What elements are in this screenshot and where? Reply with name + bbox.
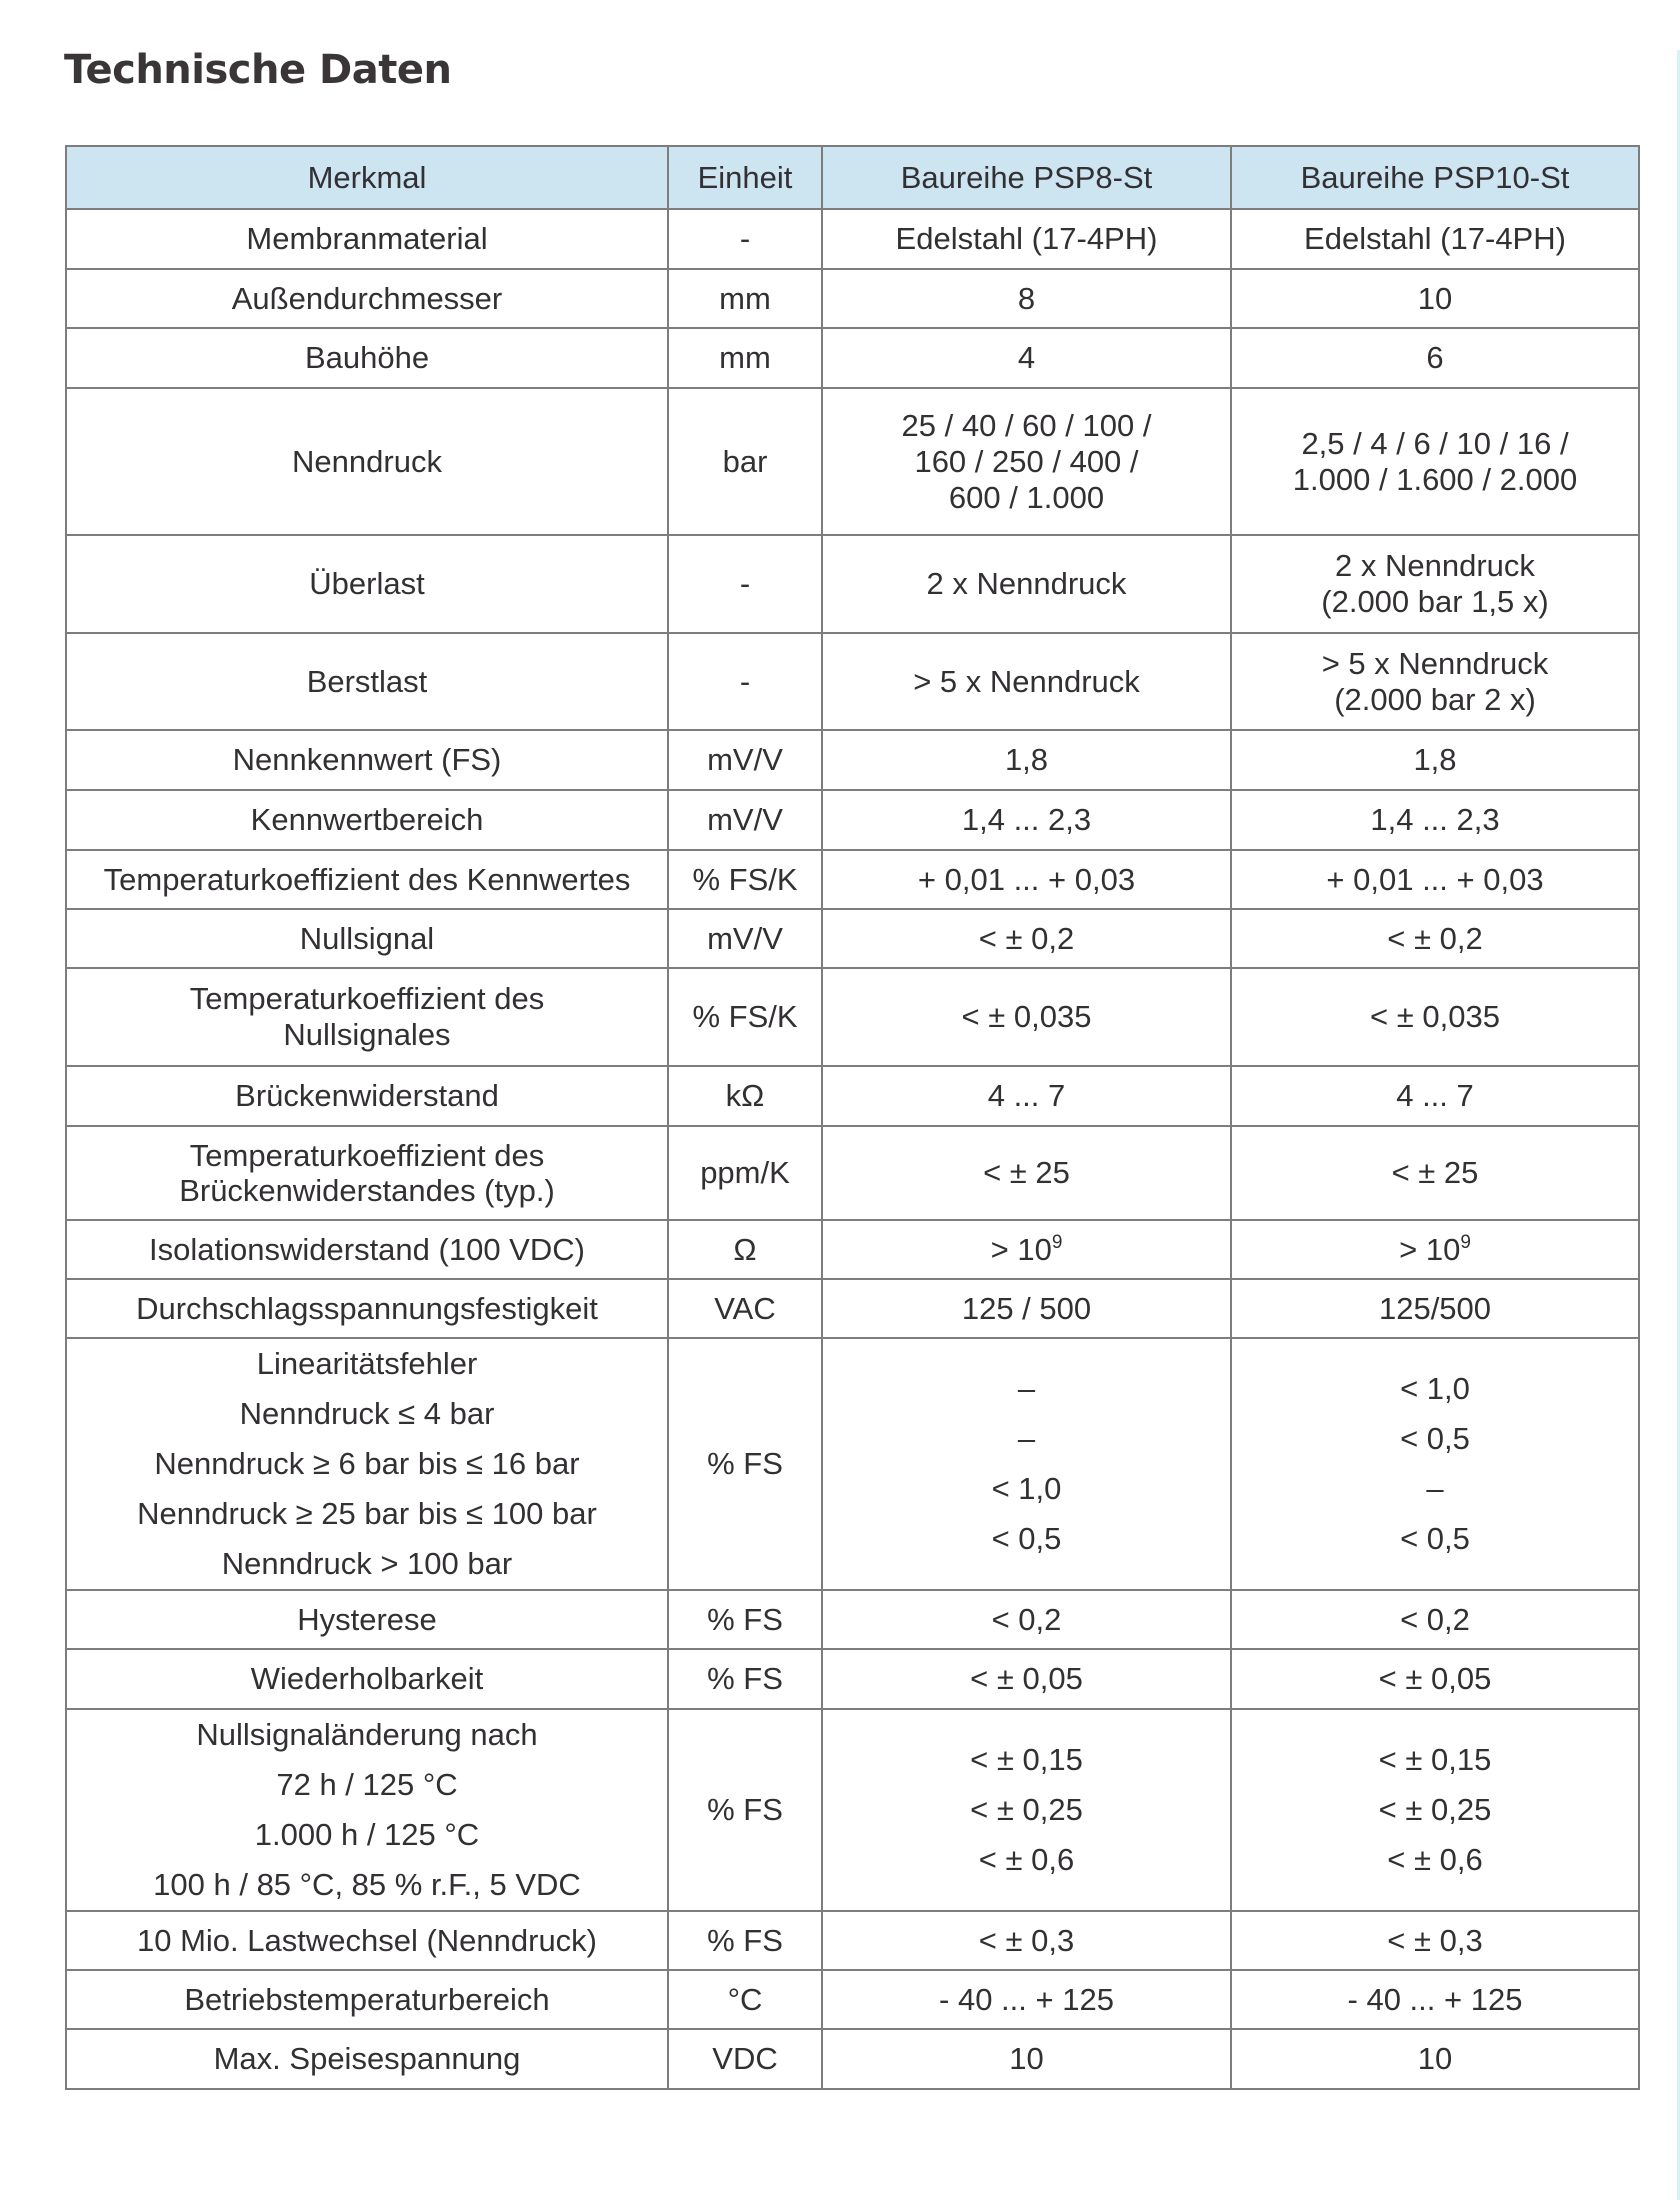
table-row	[66, 1970, 1639, 2029]
cell-psp10	[1231, 968, 1639, 1066]
merkmal-text: Nennkennwert (FS)	[232, 742, 502, 777]
cell-merkmal	[66, 1590, 668, 1649]
cell-merkmal	[66, 1126, 668, 1220]
merkmal-text-line: 100 h / 85 °C, 85 % r.F., 5 VDC	[153, 1867, 581, 1902]
table-row	[66, 269, 1639, 328]
cell-merkmal	[66, 1970, 668, 2029]
psp8-value-line: < ± 0,15	[970, 1742, 1083, 1777]
table-row	[66, 1709, 1639, 1911]
cell-psp10	[1231, 1126, 1639, 1220]
table-row	[66, 1649, 1639, 1709]
psp10-value-line: 2,5 / 4 / 6 / 10 / 16 /	[1301, 425, 1569, 461]
psp8-value-line: 600 / 1.000	[948, 479, 1105, 515]
cell-psp8	[822, 1649, 1231, 1709]
cell-einheit: % FS	[668, 1338, 822, 1590]
cell-psp8	[822, 1911, 1231, 1970]
cell-einheit: % FS	[668, 1911, 822, 1970]
psp8-exponent: 9	[1051, 1231, 1063, 1253]
cell-psp8	[822, 1220, 1231, 1279]
cell-psp10	[1231, 209, 1639, 269]
cell-psp10	[1231, 1066, 1639, 1126]
psp8-value-line: < ± 0,6	[978, 1842, 1075, 1877]
cell-einheit: % FS/K	[668, 968, 822, 1066]
merkmal-text: Berstlast	[306, 663, 428, 699]
psp10-value-line: 1.000 / 1.600 / 2.000	[1292, 461, 1578, 497]
cell-einheit: mV/V	[668, 730, 822, 790]
cell-psp10	[1231, 730, 1639, 790]
merkmal-text: Temperaturkoeffizient des Kennwertes	[103, 861, 631, 897]
cell-psp8	[822, 1066, 1231, 1126]
cell-merkmal	[66, 1220, 668, 1279]
cell-merkmal	[66, 633, 668, 730]
cell-psp10	[1231, 328, 1639, 388]
cell-psp10	[1231, 909, 1639, 968]
cell-psp8	[822, 1126, 1231, 1220]
cell-psp8	[822, 269, 1231, 328]
psp10-value: 1,8	[1413, 742, 1457, 777]
cell-psp8	[822, 1970, 1231, 2029]
table-header-row	[66, 146, 1639, 209]
page-title: Technische Daten	[64, 47, 452, 93]
merkmal-text: Isolationswiderstand (100 VDC)	[149, 1231, 585, 1267]
cell-merkmal	[66, 968, 668, 1066]
table-row	[66, 388, 1639, 535]
cell-merkmal	[66, 909, 668, 968]
cell-merkmal	[66, 730, 668, 790]
psp10-value: 6	[1426, 340, 1444, 375]
psp10-value-line: < ± 0,15	[1378, 1742, 1492, 1777]
psp10-value: 125/500	[1378, 1290, 1492, 1326]
cell-psp10	[1231, 790, 1639, 850]
psp10-value: < ± 0,05	[1378, 1661, 1492, 1696]
merkmal-text: 10 Mio. Lastwechsel (Nenndruck)	[136, 1922, 598, 1958]
merkmal-text-line: Temperaturkoeffizient des	[189, 981, 545, 1016]
column-header-psp8: Baureihe PSP8-St	[822, 146, 1231, 209]
table-row	[66, 1911, 1639, 1970]
merkmal-text: Kennwertbereich	[250, 802, 484, 837]
merkmal-text: Wiederholbarkeit	[250, 1661, 484, 1696]
column-header-psp10: Baureihe PSP10-St	[1231, 146, 1639, 209]
psp8-value: > 10	[990, 1231, 1052, 1267]
cell-einheit: mV/V	[668, 909, 822, 968]
cell-psp10	[1231, 1220, 1639, 1279]
cell-psp10	[1231, 1709, 1639, 1911]
merkmal-text-line: Nullsignales	[283, 1017, 451, 1052]
psp8-value: < ± 0,05	[970, 1661, 1083, 1696]
table-row	[66, 1279, 1639, 1338]
cell-psp10	[1231, 1649, 1639, 1709]
psp10-value: + 0,01 ... + 0,03	[1326, 861, 1544, 897]
cell-merkmal	[66, 1709, 668, 1911]
table-row	[66, 633, 1639, 730]
cell-einheit: ppm/K	[668, 1126, 822, 1220]
merkmal-text-line: Nullsignaländerung nach	[196, 1717, 538, 1752]
psp10-value-line: < 0,5	[1400, 1521, 1470, 1556]
merkmal-text: Max. Speisespannung	[213, 2041, 521, 2076]
psp10-value-line: –	[1426, 1471, 1444, 1506]
merkmal-text: Außendurchmesser	[231, 280, 503, 316]
cell-psp8	[822, 968, 1231, 1066]
cell-merkmal	[66, 209, 668, 269]
psp8-value: 4 ... 7	[987, 1078, 1066, 1113]
psp8-value: - 40 ... + 125	[939, 1981, 1114, 2017]
cell-merkmal	[66, 328, 668, 388]
merkmal-text: Nullsignal	[299, 920, 435, 956]
psp8-value-line: –	[1017, 1371, 1036, 1406]
cell-einheit: mV/V	[668, 790, 822, 850]
cell-psp8	[822, 209, 1231, 269]
cell-psp8	[822, 2029, 1231, 2089]
merkmal-text-line: Nenndruck ≥ 25 bar bis ≤ 100 bar	[137, 1496, 597, 1531]
psp10-value-line: < ± 0,25	[1378, 1792, 1492, 1827]
psp10-value: 10	[1417, 2041, 1453, 2076]
merkmal-text: Durchschlagsspannungsfestigkeit	[136, 1290, 598, 1326]
merkmal-text-line: Temperaturkoeffizient des	[189, 1138, 545, 1173]
psp8-value: 1,4 ... 2,3	[961, 802, 1092, 837]
psp8-value-line: < ± 0,25	[970, 1792, 1083, 1827]
table-row	[66, 1338, 1639, 1590]
psp8-value-line: < 0,5	[991, 1521, 1062, 1556]
psp10-value: < ± 0,2	[1387, 920, 1483, 956]
psp8-value: > 5 x Nenndruck	[913, 663, 1140, 699]
cell-psp10	[1231, 850, 1639, 909]
psp8-value-line: 25 / 40 / 60 / 100 /	[901, 407, 1152, 443]
cell-einheit: Ω	[668, 1220, 822, 1279]
cell-merkmal	[66, 1911, 668, 1970]
psp10-value: 1,4 ... 2,3	[1370, 802, 1500, 837]
psp10-value: < ± 25	[1391, 1155, 1479, 1190]
psp8-value: 125 / 500	[961, 1290, 1092, 1326]
cell-psp8	[822, 1590, 1231, 1649]
cell-psp8	[822, 388, 1231, 535]
cell-psp10	[1231, 1911, 1639, 1970]
psp8-value: + 0,01 ... + 0,03	[917, 861, 1136, 897]
cell-psp8	[822, 850, 1231, 909]
psp8-value: Edelstahl (17-4PH)	[895, 221, 1158, 256]
psp8-value: < ± 0,3	[978, 1922, 1075, 1958]
cell-psp8	[822, 730, 1231, 790]
cell-einheit: % FS	[668, 1649, 822, 1709]
merkmal-text: Hysterese	[297, 1601, 437, 1637]
cell-psp10	[1231, 1338, 1639, 1590]
cell-einheit: mm	[668, 269, 822, 328]
psp8-value: 8	[1017, 280, 1036, 316]
cell-einheit: kΩ	[668, 1066, 822, 1126]
merkmal-text-line: Nenndruck > 100 bar	[221, 1546, 513, 1581]
cell-psp10	[1231, 2029, 1639, 2089]
cell-psp10	[1231, 1970, 1639, 2029]
cell-einheit: -	[668, 633, 822, 730]
psp8-value: < 0,2	[991, 1601, 1062, 1637]
cell-psp8	[822, 790, 1231, 850]
cell-einheit: -	[668, 209, 822, 269]
table-row	[66, 328, 1639, 388]
psp8-value-line: –	[1017, 1421, 1036, 1456]
cell-einheit: % FS/K	[668, 850, 822, 909]
table-row	[66, 790, 1639, 850]
cell-psp10	[1231, 269, 1639, 328]
psp8-value: < ± 0,035	[961, 999, 1092, 1034]
psp8-value: < ± 0,2	[978, 920, 1075, 956]
table-row	[66, 1126, 1639, 1220]
psp10-value-line: < ± 0,6	[1387, 1842, 1483, 1877]
psp8-value: 4	[1017, 340, 1036, 375]
cell-einheit: VDC	[668, 2029, 822, 2089]
cell-einheit: % FS	[668, 1590, 822, 1649]
cell-einheit: bar	[668, 388, 822, 535]
table-row	[66, 909, 1639, 968]
merkmal-text: Betriebstemperaturbereich	[184, 1981, 550, 2017]
merkmal-text-line: 1.000 h / 125 °C	[254, 1817, 480, 1852]
cell-merkmal	[66, 1279, 668, 1338]
psp8-value: 2 x Nenndruck	[926, 566, 1127, 601]
psp10-value: 10	[1417, 280, 1453, 316]
column-header-einheit: Einheit	[668, 146, 822, 209]
cell-merkmal	[66, 1066, 668, 1126]
merkmal-text-line: 72 h / 125 °C	[276, 1767, 458, 1802]
merkmal-text: Membranmaterial	[246, 221, 488, 256]
psp8-value: 1,8	[1004, 742, 1049, 777]
cell-merkmal	[66, 1338, 668, 1590]
table-row	[66, 850, 1639, 909]
psp8-value: < ± 25	[983, 1155, 1070, 1190]
psp10-value: > 10	[1399, 1231, 1461, 1267]
table-row	[66, 535, 1639, 633]
psp10-value-line: (2.000 bar 1,5 x)	[1321, 584, 1549, 619]
psp10-value-line: < 1,0	[1400, 1371, 1470, 1406]
column-header-merkmal: Merkmal	[66, 146, 668, 209]
cell-psp8	[822, 535, 1231, 633]
cell-einheit: mm	[668, 328, 822, 388]
psp10-value-line: < 0,5	[1400, 1421, 1470, 1456]
psp10-value-line: 2 x Nenndruck	[1335, 548, 1535, 583]
cell-einheit: VAC	[668, 1279, 822, 1338]
psp10-value: Edelstahl (17-4PH)	[1304, 221, 1566, 256]
psp10-value-line: (2.000 bar 2 x)	[1334, 681, 1536, 717]
merkmal-text: Brückenwiderstand	[235, 1078, 499, 1113]
cell-merkmal	[66, 1649, 668, 1709]
merkmal-text: Bauhöhe	[304, 340, 430, 375]
specifications-table	[65, 145, 1640, 2090]
psp8-value: 10	[1009, 2041, 1044, 2076]
psp10-value-line: > 5 x Nenndruck	[1321, 645, 1549, 681]
cell-psp10	[1231, 1590, 1639, 1649]
cell-merkmal	[66, 388, 668, 535]
table-row	[66, 968, 1639, 1066]
cell-psp8	[822, 909, 1231, 968]
psp8-value-line: < 1,0	[991, 1471, 1062, 1506]
cell-merkmal	[66, 790, 668, 850]
cell-psp8	[822, 328, 1231, 388]
table-row	[66, 730, 1639, 790]
table-row	[66, 1590, 1639, 1649]
cell-einheit: % FS	[668, 1709, 822, 1911]
psp10-exponent: 9	[1460, 1231, 1471, 1253]
cell-psp10	[1231, 535, 1639, 633]
psp10-value: < ± 0,035	[1370, 999, 1500, 1034]
cell-psp8	[822, 1709, 1231, 1911]
cell-psp8	[822, 1279, 1231, 1338]
merkmal-text-line: Nenndruck ≤ 4 bar	[239, 1396, 495, 1431]
table-row	[66, 1220, 1639, 1279]
psp10-value: < 0,2	[1400, 1601, 1470, 1637]
cell-psp10	[1231, 1279, 1639, 1338]
cell-psp10	[1231, 633, 1639, 730]
table-row	[66, 1066, 1639, 1126]
merkmal-text: Nenndruck	[292, 443, 442, 479]
table-row	[66, 2029, 1639, 2089]
cell-einheit: -	[668, 535, 822, 633]
cell-merkmal	[66, 269, 668, 328]
cell-psp8	[822, 633, 1231, 730]
psp8-value-line: 160 / 250 / 400 /	[914, 443, 1139, 479]
cell-psp8	[822, 1338, 1231, 1590]
psp10-value: 4 ... 7	[1396, 1078, 1474, 1113]
psp10-value: < ± 0,3	[1387, 1922, 1483, 1958]
merkmal-text-line: Brückenwiderstandes (typ.)	[179, 1173, 555, 1208]
merkmal-text: Überlast	[309, 566, 425, 601]
cell-merkmal	[66, 535, 668, 633]
cell-psp10	[1231, 388, 1639, 535]
cell-merkmal	[66, 2029, 668, 2089]
table-row	[66, 209, 1639, 269]
cell-merkmal	[66, 850, 668, 909]
merkmal-text-line: Linearitätsfehler	[256, 1346, 478, 1381]
merkmal-text-line: Nenndruck ≥ 6 bar bis ≤ 16 bar	[154, 1446, 580, 1481]
cell-einheit: °C	[668, 1970, 822, 2029]
psp10-value: - 40 ... + 125	[1347, 1981, 1523, 2017]
